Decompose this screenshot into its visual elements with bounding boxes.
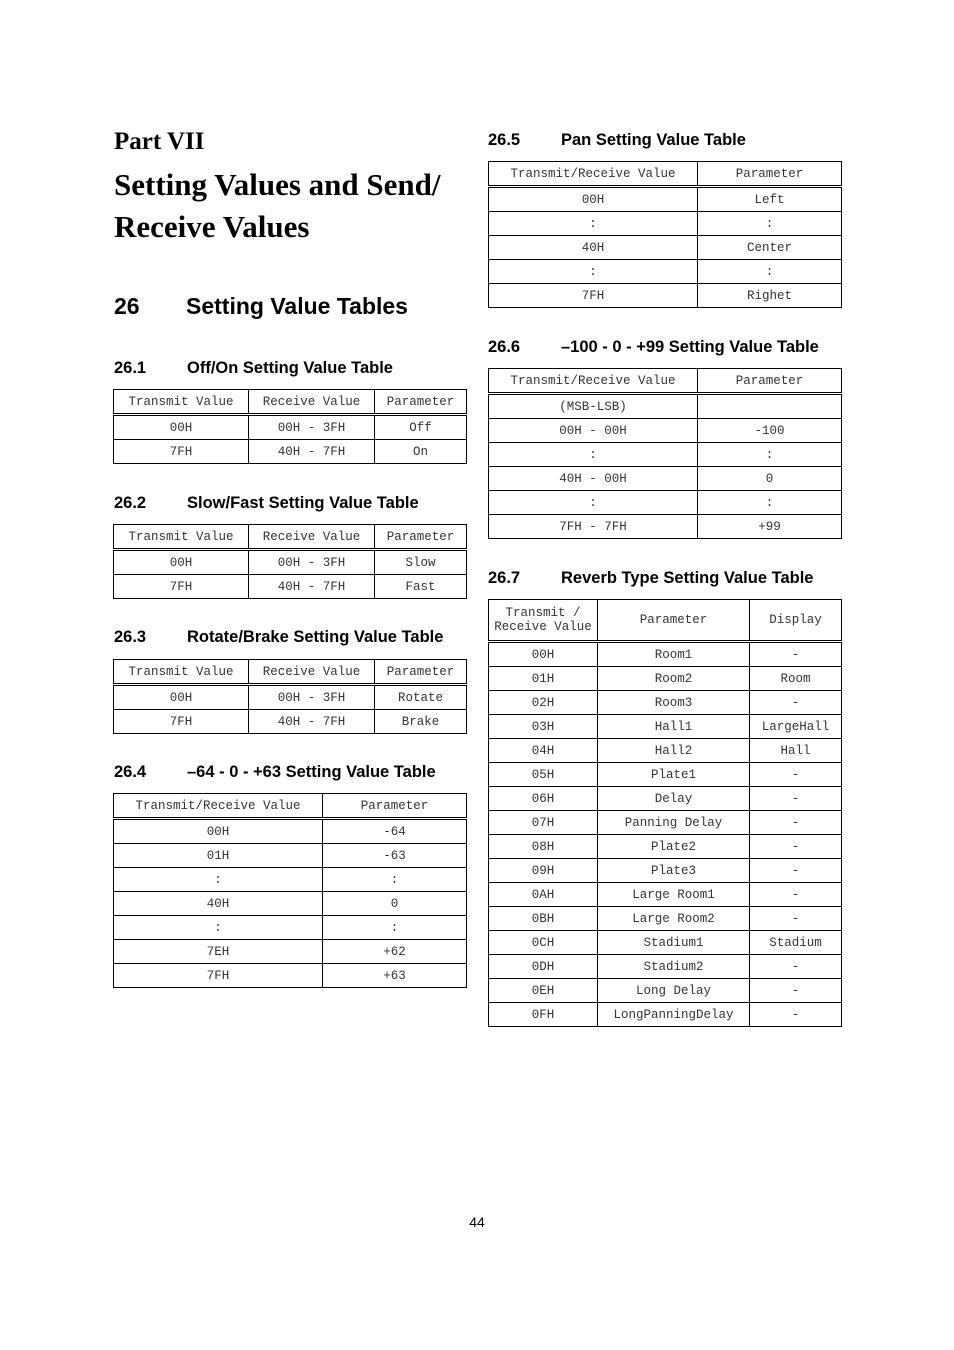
- table-row: [489, 859, 842, 883]
- table-row: [489, 763, 842, 787]
- table-row: [489, 835, 842, 859]
- table-cell: 06H: [489, 787, 598, 811]
- table-cell: 00H: [114, 550, 249, 575]
- table-cell: 02H: [489, 691, 598, 715]
- table-cell: +99: [698, 515, 842, 539]
- table-cell: 40H - 7FH: [249, 440, 375, 464]
- column-header: Transmit Value: [114, 525, 249, 550]
- table-cell: 7FH: [114, 964, 323, 988]
- table-cell: Room1: [598, 642, 750, 667]
- table-row: [114, 575, 467, 599]
- table-row: [489, 443, 842, 467]
- section-number: 26.1: [114, 359, 147, 377]
- table-cell: 00H - 3FH: [249, 550, 375, 575]
- table-row: [489, 642, 842, 667]
- table-cell: -: [750, 859, 842, 883]
- minus100-plus99-table: [488, 368, 842, 539]
- section-number: 26.7: [488, 569, 521, 587]
- table-cell: 40H: [114, 892, 323, 916]
- table-cell: Righet: [698, 284, 842, 308]
- table-cell: 40H - 7FH: [249, 710, 375, 734]
- table-row: [489, 667, 842, 691]
- section-heading-26-3: [114, 628, 443, 647]
- table-cell: Long Delay: [598, 979, 750, 1003]
- slow-fast-table: [113, 524, 467, 599]
- table-cell: :: [114, 916, 323, 940]
- pan-table: [488, 161, 842, 308]
- table-cell: -: [750, 907, 842, 931]
- reverb-type-table: [488, 599, 842, 1027]
- table-row: [489, 212, 842, 236]
- table-cell: 00H: [114, 685, 249, 710]
- column-header: Parameter: [375, 525, 467, 550]
- table-cell: -: [750, 642, 842, 667]
- table-row: [489, 284, 842, 308]
- table-cell: Fast: [375, 575, 467, 599]
- column-header: Display: [750, 600, 842, 642]
- table-cell: 0: [323, 892, 467, 916]
- table-row: [114, 685, 467, 710]
- column-header: Receive Value: [249, 660, 375, 685]
- table-cell: 40H - 00H: [489, 467, 698, 491]
- table-cell: 00H: [114, 415, 249, 440]
- table-cell: 7EH: [114, 940, 323, 964]
- column-header: Parameter: [323, 794, 467, 819]
- column-header: Parameter: [698, 162, 842, 187]
- section-title: Slow/Fast Setting Value Table: [187, 494, 419, 512]
- table-row: [489, 787, 842, 811]
- table-row: [489, 955, 842, 979]
- section-heading-26-5: [488, 131, 746, 150]
- section-title: Off/On Setting Value Table: [187, 359, 393, 377]
- table-cell: 40H - 7FH: [249, 575, 375, 599]
- column-header: Parameter: [698, 369, 842, 394]
- table-cell: 0CH: [489, 931, 598, 955]
- column-header: Transmit/Receive Value: [489, 162, 698, 187]
- table-row: [114, 940, 467, 964]
- table-cell: 7FH: [114, 575, 249, 599]
- table-cell: Slow: [375, 550, 467, 575]
- table-cell: 0BH: [489, 907, 598, 931]
- section-number: 26.2: [114, 494, 147, 512]
- table-cell: Plate1: [598, 763, 750, 787]
- table-cell: 00H: [489, 642, 598, 667]
- table-header-row: [114, 660, 467, 685]
- section-title: Rotate/Brake Setting Value Table: [187, 628, 444, 646]
- table-cell: :: [489, 260, 698, 284]
- table-cell: 0EH: [489, 979, 598, 1003]
- table-row: [489, 739, 842, 763]
- table-cell: Hall1: [598, 715, 750, 739]
- table-row: [489, 1003, 842, 1027]
- table-header-row: [114, 390, 467, 415]
- chapter-heading: [114, 293, 408, 320]
- column-header: Receive Value: [249, 390, 375, 415]
- table-cell: :: [489, 212, 698, 236]
- column-header: Parameter: [375, 390, 467, 415]
- table-row: [114, 868, 467, 892]
- table-cell: -: [750, 1003, 842, 1027]
- section-title: Pan Setting Value Table: [561, 131, 746, 149]
- section-number: 26.4: [114, 763, 147, 781]
- section-heading-26-1: [114, 359, 393, 378]
- rotate-brake-table: [113, 659, 467, 734]
- table-cell: 00H: [114, 819, 323, 844]
- table-cell: LongPanningDelay: [598, 1003, 750, 1027]
- table-cell: [698, 394, 842, 419]
- table-row: [114, 550, 467, 575]
- table-cell: 07H: [489, 811, 598, 835]
- section-heading-26-6: [488, 338, 819, 357]
- table-cell: Center: [698, 236, 842, 260]
- table-cell: :: [489, 491, 698, 515]
- section-heading-26-7: [488, 569, 813, 588]
- table-cell: Large Room2: [598, 907, 750, 931]
- table-cell: 08H: [489, 835, 598, 859]
- table-cell: On: [375, 440, 467, 464]
- column-header: Parameter: [598, 600, 750, 642]
- table-header-row: [489, 600, 842, 642]
- column-header: Transmit Value: [114, 390, 249, 415]
- table-cell: Plate2: [598, 835, 750, 859]
- table-cell: 00H - 00H: [489, 419, 698, 443]
- section-heading-26-2: [114, 494, 419, 513]
- table-cell: +63: [323, 964, 467, 988]
- part-label: Part VII: [114, 128, 205, 155]
- table-cell: :: [698, 212, 842, 236]
- table-row: [114, 415, 467, 440]
- table-cell: Stadium1: [598, 931, 750, 955]
- table-cell: Stadium2: [598, 955, 750, 979]
- column-header: Transmit Value: [114, 660, 249, 685]
- table-cell: 7FH: [114, 710, 249, 734]
- table-cell: Rotate: [375, 685, 467, 710]
- table-cell: :: [323, 916, 467, 940]
- section-number: 26.6: [488, 338, 521, 356]
- table-cell: -: [750, 955, 842, 979]
- table-cell: Room: [750, 667, 842, 691]
- table-cell: Room2: [598, 667, 750, 691]
- part-title: Setting Values and Send/ Receive Values: [114, 167, 441, 244]
- table-cell: 7FH: [489, 284, 698, 308]
- table-cell: -64: [323, 819, 467, 844]
- minus64-plus63-table: [113, 793, 467, 988]
- table-row: [489, 187, 842, 212]
- table-row: [489, 883, 842, 907]
- table-cell: Plate3: [598, 859, 750, 883]
- table-cell: 0FH: [489, 1003, 598, 1027]
- table-row: [114, 892, 467, 916]
- table-row: [489, 236, 842, 260]
- table-row: [114, 964, 467, 988]
- section-number: 26.3: [114, 628, 147, 646]
- table-row: [489, 467, 842, 491]
- column-header: Parameter: [375, 660, 467, 685]
- table-cell: (MSB-LSB): [489, 394, 698, 419]
- table-header-row: [114, 525, 467, 550]
- table-header-row: [489, 162, 842, 187]
- table-cell: Large Room1: [598, 883, 750, 907]
- table-cell: -: [750, 787, 842, 811]
- table-cell: -: [750, 811, 842, 835]
- table-cell: Hall: [750, 739, 842, 763]
- column-header: Transmit/Receive Value: [489, 369, 698, 394]
- table-cell: 7FH: [114, 440, 249, 464]
- off-on-table: [113, 389, 467, 464]
- table-row: [114, 819, 467, 844]
- table-cell: +62: [323, 940, 467, 964]
- table-cell: :: [489, 443, 698, 467]
- section-number: 26.5: [488, 131, 521, 149]
- table-cell: 09H: [489, 859, 598, 883]
- table-cell: 0DH: [489, 955, 598, 979]
- table-cell: Off: [375, 415, 467, 440]
- table-cell: Hall2: [598, 739, 750, 763]
- page-number: 44: [469, 1214, 485, 1230]
- column-header: Transmit/Receive Value: [114, 794, 323, 819]
- table-row: [489, 907, 842, 931]
- table-cell: -: [750, 883, 842, 907]
- table-cell: -: [750, 763, 842, 787]
- table-cell: 7FH - 7FH: [489, 515, 698, 539]
- table-cell: :: [698, 443, 842, 467]
- table-cell: 00H - 3FH: [249, 685, 375, 710]
- table-cell: 40H: [489, 236, 698, 260]
- table-cell: Delay: [598, 787, 750, 811]
- table-row: [489, 394, 842, 419]
- table-row: [489, 419, 842, 443]
- table-cell: -100: [698, 419, 842, 443]
- section-heading-26-4: [114, 763, 436, 782]
- table-row: [489, 491, 842, 515]
- table-row: [114, 844, 467, 868]
- table-cell: 03H: [489, 715, 598, 739]
- table-row: [489, 515, 842, 539]
- table-cell: 01H: [489, 667, 598, 691]
- table-cell: 00H - 3FH: [249, 415, 375, 440]
- table-cell: 00H: [489, 187, 698, 212]
- table-cell: :: [323, 868, 467, 892]
- table-header-row: [489, 369, 842, 394]
- table-row: [114, 440, 467, 464]
- table-row: [489, 979, 842, 1003]
- section-title: –100 - 0 - +99 Setting Value Table: [561, 338, 819, 356]
- table-cell: LargeHall: [750, 715, 842, 739]
- table-cell: -: [750, 835, 842, 859]
- table-cell: 0: [698, 467, 842, 491]
- table-cell: 0AH: [489, 883, 598, 907]
- column-header: Receive Value: [249, 525, 375, 550]
- table-cell: :: [698, 260, 842, 284]
- column-header: Transmit / Receive Value: [489, 600, 598, 642]
- table-header-row: [114, 794, 467, 819]
- table-cell: Left: [698, 187, 842, 212]
- table-row: [489, 691, 842, 715]
- table-row: [114, 916, 467, 940]
- table-cell: 04H: [489, 739, 598, 763]
- table-cell: 01H: [114, 844, 323, 868]
- table-row: [489, 715, 842, 739]
- table-cell: :: [698, 491, 842, 515]
- table-cell: -: [750, 979, 842, 1003]
- table-cell: -63: [323, 844, 467, 868]
- chapter-number: 26: [114, 293, 140, 319]
- table-row: [489, 260, 842, 284]
- table-cell: :: [114, 868, 323, 892]
- table-cell: Panning Delay: [598, 811, 750, 835]
- section-title: –64 - 0 - +63 Setting Value Table: [187, 763, 436, 781]
- table-row: [489, 811, 842, 835]
- table-cell: Brake: [375, 710, 467, 734]
- table-cell: Room3: [598, 691, 750, 715]
- chapter-title: Setting Value Tables: [186, 293, 408, 319]
- table-cell: Stadium: [750, 931, 842, 955]
- table-row: [114, 710, 467, 734]
- table-cell: -: [750, 691, 842, 715]
- table-row: [489, 931, 842, 955]
- table-cell: 05H: [489, 763, 598, 787]
- section-title: Reverb Type Setting Value Table: [561, 569, 814, 587]
